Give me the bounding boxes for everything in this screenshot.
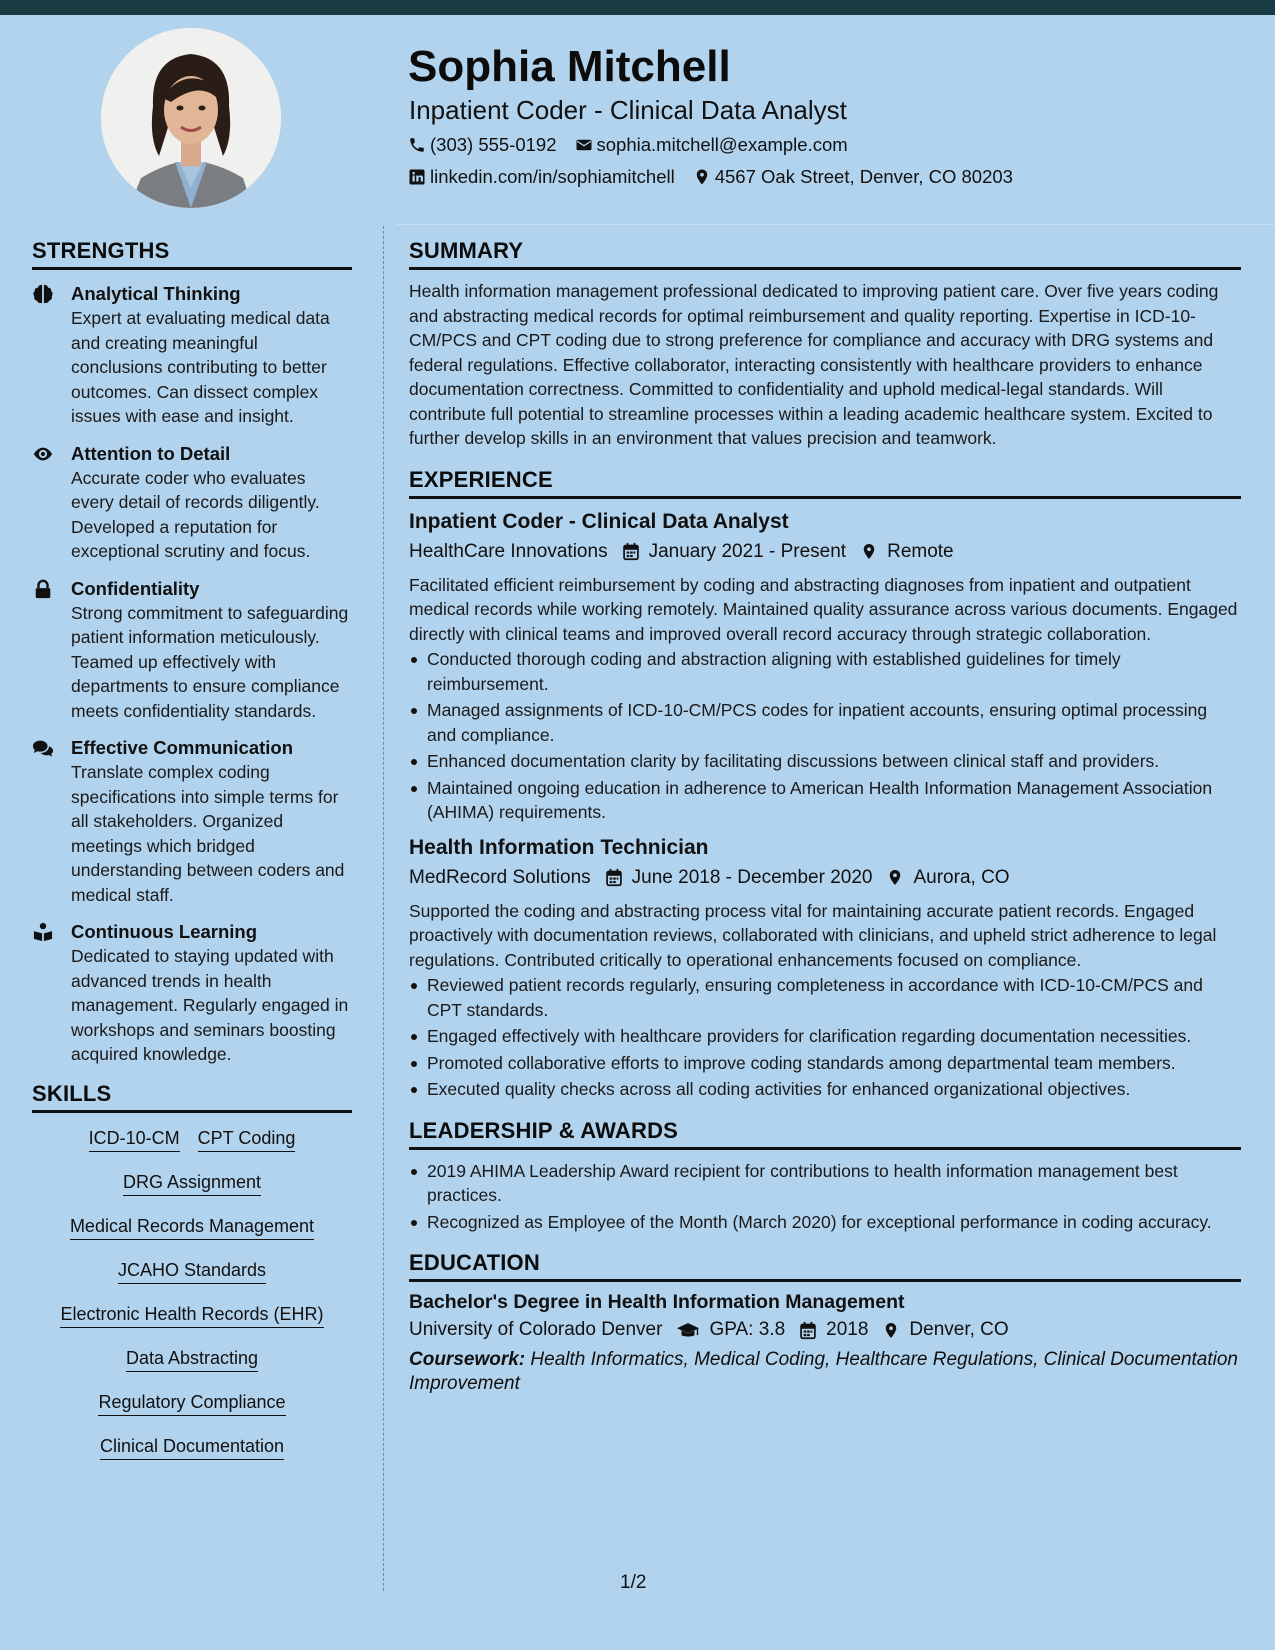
job-title: Inpatient Coder - Clinical Data Analyst: [409, 509, 789, 533]
strength-title: Continuous Learning: [71, 921, 258, 942]
summary-text: Health information management professional dedicated to improving patient care. Over five years coding and abstracting medical records for optimal reimbursement and quality reporting. Expertise in ICD-10-CM/PCS and CPT coding due to strong preference for compliance and accuracy with DRG systems and federal regulations. Effective collaborator, interacting consistently with healthcare providers to enhance documentation correctness. Committed to confidentiality and uphold medical-legal standards. Will contribute full potential to streamline processes within a leading academic healthcare system. Excited to further develop skills in an environment that values precision and teamwork.: [409, 281, 1219, 448]
skill-tag: Clinical Documentation: [100, 1435, 284, 1460]
calendar-icon: [799, 1321, 817, 1340]
strength-item: [32, 442, 352, 564]
job-entry: [409, 508, 1241, 825]
address-contact: [693, 166, 1013, 188]
map-marker-icon: [860, 542, 878, 561]
contact-row-1: [408, 134, 866, 156]
strength-item: [32, 736, 352, 907]
awards-list: [409, 1159, 1241, 1235]
strength-title: Effective Communication: [71, 737, 294, 758]
strength-desc: Accurate coder who evaluates every detail of records diligently. Developed a reputation for exceptional scrutiny and focus.: [71, 467, 320, 561]
candidate-name: Sophia Mitchell: [408, 42, 731, 91]
linkedin-contact[interactable]: [408, 166, 675, 188]
school-name: University of Colorado Denver: [409, 1319, 663, 1340]
linkedin-icon: [408, 168, 426, 186]
skill-tag: Medical Records Management: [70, 1215, 314, 1240]
profile-photo: [101, 28, 281, 208]
bullet-item: Enhanced documentation clarity by facilitating discussions between clinical staff and providers.: [409, 749, 1241, 774]
job-description: Supported the coding and abstracting process vital for maintaining accurate patient records. Engaged proactively with documentation reviews, collaborated with clinicians, and upheld strict adherence to legal regulations. Contributed critically to operational enhancements focused on compliance.: [409, 900, 1217, 970]
phone-contact[interactable]: [408, 134, 557, 156]
job-title: Health Information Technician: [409, 835, 709, 859]
eye-icon: [32, 444, 54, 464]
coursework-label: Coursework:: [409, 1349, 526, 1370]
award-item: 2019 AHIMA Leadership Award recipient for contributions to health information management best practices.: [409, 1159, 1241, 1208]
skill-tag: CPT Coding: [198, 1127, 296, 1152]
job-location: Aurora, CO: [913, 866, 1010, 888]
strength-item: [32, 577, 352, 724]
right-column: [409, 238, 1241, 1396]
bullet-item: Executed quality checks across all coding activities for enhanced organizational objectives.: [409, 1077, 1241, 1102]
calendar-icon: [605, 868, 623, 887]
summary-heading: SUMMARY: [409, 238, 1241, 270]
graduation-year: 2018: [826, 1319, 869, 1340]
lock-icon: [32, 579, 54, 599]
header-divider: [396, 224, 1275, 225]
calendar-icon: [622, 542, 640, 561]
strength-desc: Strong commitment to safeguarding patient information meticulously. Teamed up effectively with departments to ensure compliance meets confidentiality standards.: [71, 602, 349, 721]
experience-heading: EXPERIENCE: [409, 467, 1241, 499]
strength-title: Confidentiality: [71, 577, 200, 599]
degree-title: Bachelor's Degree in Health Information Management: [409, 1291, 905, 1313]
address-text: 4567 Oak Street, Denver, CO 80203: [714, 166, 1013, 187]
education-heading: EDUCATION: [409, 1250, 1241, 1282]
bullet-item: Conducted thorough coding and abstraction aligning with established guidelines for timely reimbursement.: [409, 647, 1241, 696]
email-contact[interactable]: [575, 134, 848, 156]
envelope-icon: [575, 136, 593, 154]
graduation-cap-icon: [676, 1321, 700, 1340]
top-accent-bar: [0, 0, 1275, 15]
brain-icon: [32, 284, 54, 304]
linkedin-text: linkedin.com/in/sophiamitchell: [430, 166, 675, 187]
strength-title: Attention to Detail: [71, 442, 231, 464]
phone-text: (303) 555-0192: [430, 134, 557, 155]
strengths-heading: STRENGTHS: [32, 238, 352, 270]
job-location: Remote: [887, 540, 954, 562]
contact-row-2: [408, 166, 1031, 188]
job-bullets: [409, 973, 1241, 1102]
strength-desc: Expert at evaluating medical data and creating meaningful conclusions contributing to better outcomes. Can dissect complex issues with ease and insight.: [71, 308, 330, 426]
bullet-item: Engaged effectively with healthcare providers for clarification regarding documentation necessities.: [409, 1024, 1241, 1049]
comments-icon: [32, 738, 54, 758]
page-number: 1/2: [620, 1572, 647, 1593]
skill-tag: Regulatory Compliance: [98, 1391, 285, 1416]
award-item: Recognized as Employee of the Month (March 2020) for exceptional performance in coding accuracy.: [409, 1210, 1241, 1235]
strength-item: [32, 920, 352, 1067]
map-marker-icon: [886, 868, 904, 887]
bullet-item: Managed assignments of ICD-10-CM/PCS codes for inpatient accounts, ensuring optimal processing and compliance.: [409, 698, 1241, 747]
coursework-text: Health Informatics, Medical Coding, Healthcare Regulations, Clinical Documentation Improvement: [409, 1349, 1238, 1394]
map-marker-icon: [882, 1321, 900, 1340]
email-text: sophia.mitchell@example.com: [596, 134, 848, 155]
skill-tag: Electronic Health Records (EHR): [60, 1303, 323, 1328]
gpa: GPA: 3.8: [709, 1319, 786, 1340]
bullet-item: Reviewed patient records regularly, ensuring completeness in accordance with ICD-10-CM/PCS and CPT standards.: [409, 973, 1241, 1022]
candidate-headline: Inpatient Coder - Clinical Data Analyst: [409, 95, 847, 125]
job-bullets: [409, 647, 1241, 825]
phone-icon: [408, 136, 426, 154]
awards-heading: LEADERSHIP & AWARDS: [409, 1118, 1241, 1150]
job-dates: January 2021 - Present: [648, 540, 847, 562]
job-description: Facilitated efficient reimbursement by coding and abstracting diagnoses from inpatient and outpatient medical records while working remotely. Maintained quality assurance across various documents. Engaged directly with clinical teams and improved overall record accuracy through strategic collaboration.: [409, 574, 1238, 644]
strength-title: Analytical Thinking: [71, 283, 241, 304]
skills-heading: SKILLS: [32, 1081, 352, 1113]
coursework: [409, 1348, 1241, 1396]
job-meta: [409, 538, 1241, 566]
skill-tag: Data Abstracting: [126, 1347, 258, 1372]
skill-tag: JCAHO Standards: [118, 1259, 266, 1284]
skill-tag: DRG Assignment: [123, 1171, 261, 1196]
column-divider: [383, 226, 384, 1591]
strength-item: [32, 282, 352, 429]
company-name: HealthCare Innovations: [409, 540, 608, 562]
job-dates: June 2018 - December 2020: [631, 866, 873, 888]
job-meta: [409, 864, 1241, 892]
strengths-list: [32, 282, 352, 1067]
company-name: MedRecord Solutions: [409, 866, 591, 888]
book-reader-icon: [32, 922, 54, 942]
strength-desc: Dedicated to staying updated with advanced trends in health management. Regularly engaged in workshops and seminars boosting acquired knowledge.: [71, 946, 349, 1064]
job-entry: [409, 834, 1241, 1102]
map-marker-icon: [693, 168, 711, 186]
bullet-item: Promoted collaborative efforts to improve coding standards among departmental team members.: [409, 1051, 1241, 1076]
skills-list: [32, 1127, 352, 1479]
skill-tag: ICD-10-CM: [89, 1127, 180, 1152]
strength-desc: Translate complex coding specifications into simple terms for all stakeholders. Organized meetings which bridged understanding between coders and medical staff.: [71, 762, 345, 905]
education-meta: [409, 1316, 1241, 1344]
bullet-item: Maintained ongoing education in adherence to American Health Information Management Association (AHIMA) requirements.: [409, 776, 1241, 825]
education-location: Denver, CO: [909, 1319, 1009, 1340]
left-column: [32, 238, 352, 1479]
